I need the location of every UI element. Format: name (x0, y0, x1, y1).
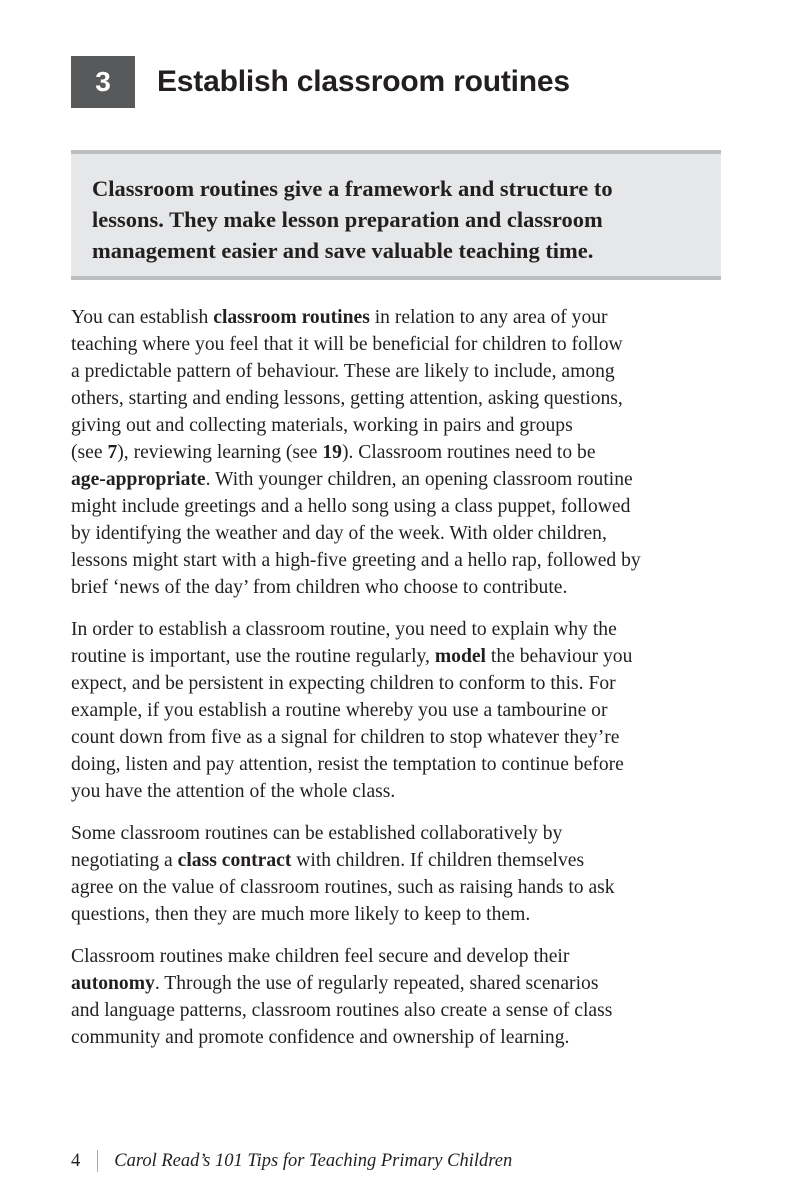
text-run: . Through the use of regularly repeated, shared scenarios (154, 973, 599, 994)
text-run: a predictable pattern of behaviour. These are likely to include, among (71, 361, 615, 382)
callout-line: management easier and save valuable teaching time. (92, 238, 594, 263)
text-line (71, 724, 731, 751)
text-run: by identifying the weather and day of the week. With older children, (71, 523, 607, 544)
text-run: giving out and collecting materials, working in pairs and groups (71, 415, 573, 436)
text-line (71, 901, 731, 928)
text-line (71, 697, 731, 724)
text-run: you have the attention of the whole class. (71, 781, 396, 802)
text-run: . With younger children, an opening classroom routine (205, 469, 633, 490)
text-line (71, 304, 731, 331)
text-line (71, 997, 731, 1024)
text-run: ), reviewing learning (see (117, 442, 323, 463)
text-line (71, 439, 731, 466)
text-line (71, 358, 731, 385)
body-text (71, 304, 731, 1066)
key-term: 19 (322, 442, 342, 463)
paragraph (71, 304, 731, 601)
text-run: doing, listen and pay attention, resist the temptation to continue before (71, 754, 624, 775)
text-line (71, 751, 731, 778)
text-line (71, 847, 731, 874)
page-title: Establish classroom routines (157, 65, 570, 98)
text-run: community and promote confidence and ownership of learning. (71, 1027, 570, 1048)
text-run: Classroom routines make children feel secure and develop their (71, 946, 570, 967)
text-run: others, starting and ending lessons, getting attention, asking questions, (71, 388, 623, 409)
text-line (71, 1024, 731, 1051)
text-run: routine is important, use the routine regularly, (71, 646, 435, 667)
text-run: brief ‘news of the day’ from children who choose to contribute. (71, 577, 568, 598)
text-run: example, if you establish a routine whereby you use a tambourine or (71, 700, 608, 721)
text-line (71, 778, 731, 805)
key-term: autonomy (71, 973, 155, 994)
key-term: 7 (107, 442, 118, 463)
page-footer (71, 1148, 512, 1174)
text-run: count down from five as a signal for children to stop whatever they’re (71, 727, 620, 748)
text-line (71, 520, 731, 547)
text-run: Some classroom routines can be established collaboratively by (71, 823, 563, 844)
key-term: age-appropriate (71, 469, 206, 490)
text-run: ). Classroom routines need to be (341, 442, 596, 463)
text-line (71, 874, 731, 901)
footer-divider (97, 1150, 98, 1172)
text-run: and language patterns, classroom routines also create a sense of class (71, 1000, 613, 1021)
key-term: class contract (177, 850, 292, 871)
text-run: lessons might start with a high-five greeting and a hello rap, followed by (71, 550, 641, 571)
key-term: model (434, 646, 486, 667)
callout-text (92, 173, 701, 266)
text-line (71, 385, 731, 412)
text-line (71, 670, 731, 697)
text-run: the behaviour you (486, 646, 633, 667)
text-line (71, 412, 731, 439)
text-line (71, 820, 731, 847)
text-run: questions, then they are much more likely to keep to them. (71, 904, 531, 925)
text-run: agree on the value of classroom routines, such as raising hands to ask (71, 877, 615, 898)
text-run: You can establish (71, 307, 214, 328)
text-run: negotiating a (71, 850, 178, 871)
text-line (71, 616, 731, 643)
summary-callout (71, 150, 721, 280)
text-run: (see (71, 442, 108, 463)
key-term: classroom routines (213, 307, 370, 328)
text-run: with children. If children themselves (291, 850, 585, 871)
text-run: in relation to any area of your (369, 307, 608, 328)
text-line (71, 493, 731, 520)
paragraph (71, 943, 731, 1051)
text-line (71, 643, 731, 670)
text-line (71, 547, 731, 574)
paragraph (71, 820, 731, 928)
callout-line: lessons. They make lesson preparation and classroom (92, 207, 603, 232)
text-run: In order to establish a classroom routine, you need to explain why the (71, 619, 617, 640)
tip-header (71, 56, 570, 108)
page-number: 4 (71, 1150, 81, 1171)
text-run: might include greetings and a hello song using a class puppet, followed (71, 496, 631, 517)
text-line (71, 970, 731, 997)
text-run: teaching where you feel that it will be beneficial for children to follow (71, 334, 623, 355)
text-line (71, 466, 731, 493)
text-run: expect, and be persistent in expecting children to conform to this. For (71, 673, 616, 694)
callout-line: Classroom routines give a framework and structure to (92, 176, 613, 201)
text-line (71, 943, 731, 970)
paragraph (71, 616, 731, 805)
book-title: Carol Read’s 101 Tips for Teaching Primary Children (114, 1150, 513, 1171)
text-line (71, 574, 731, 601)
text-line (71, 331, 731, 358)
tip-number-badge: 3 (71, 56, 135, 108)
